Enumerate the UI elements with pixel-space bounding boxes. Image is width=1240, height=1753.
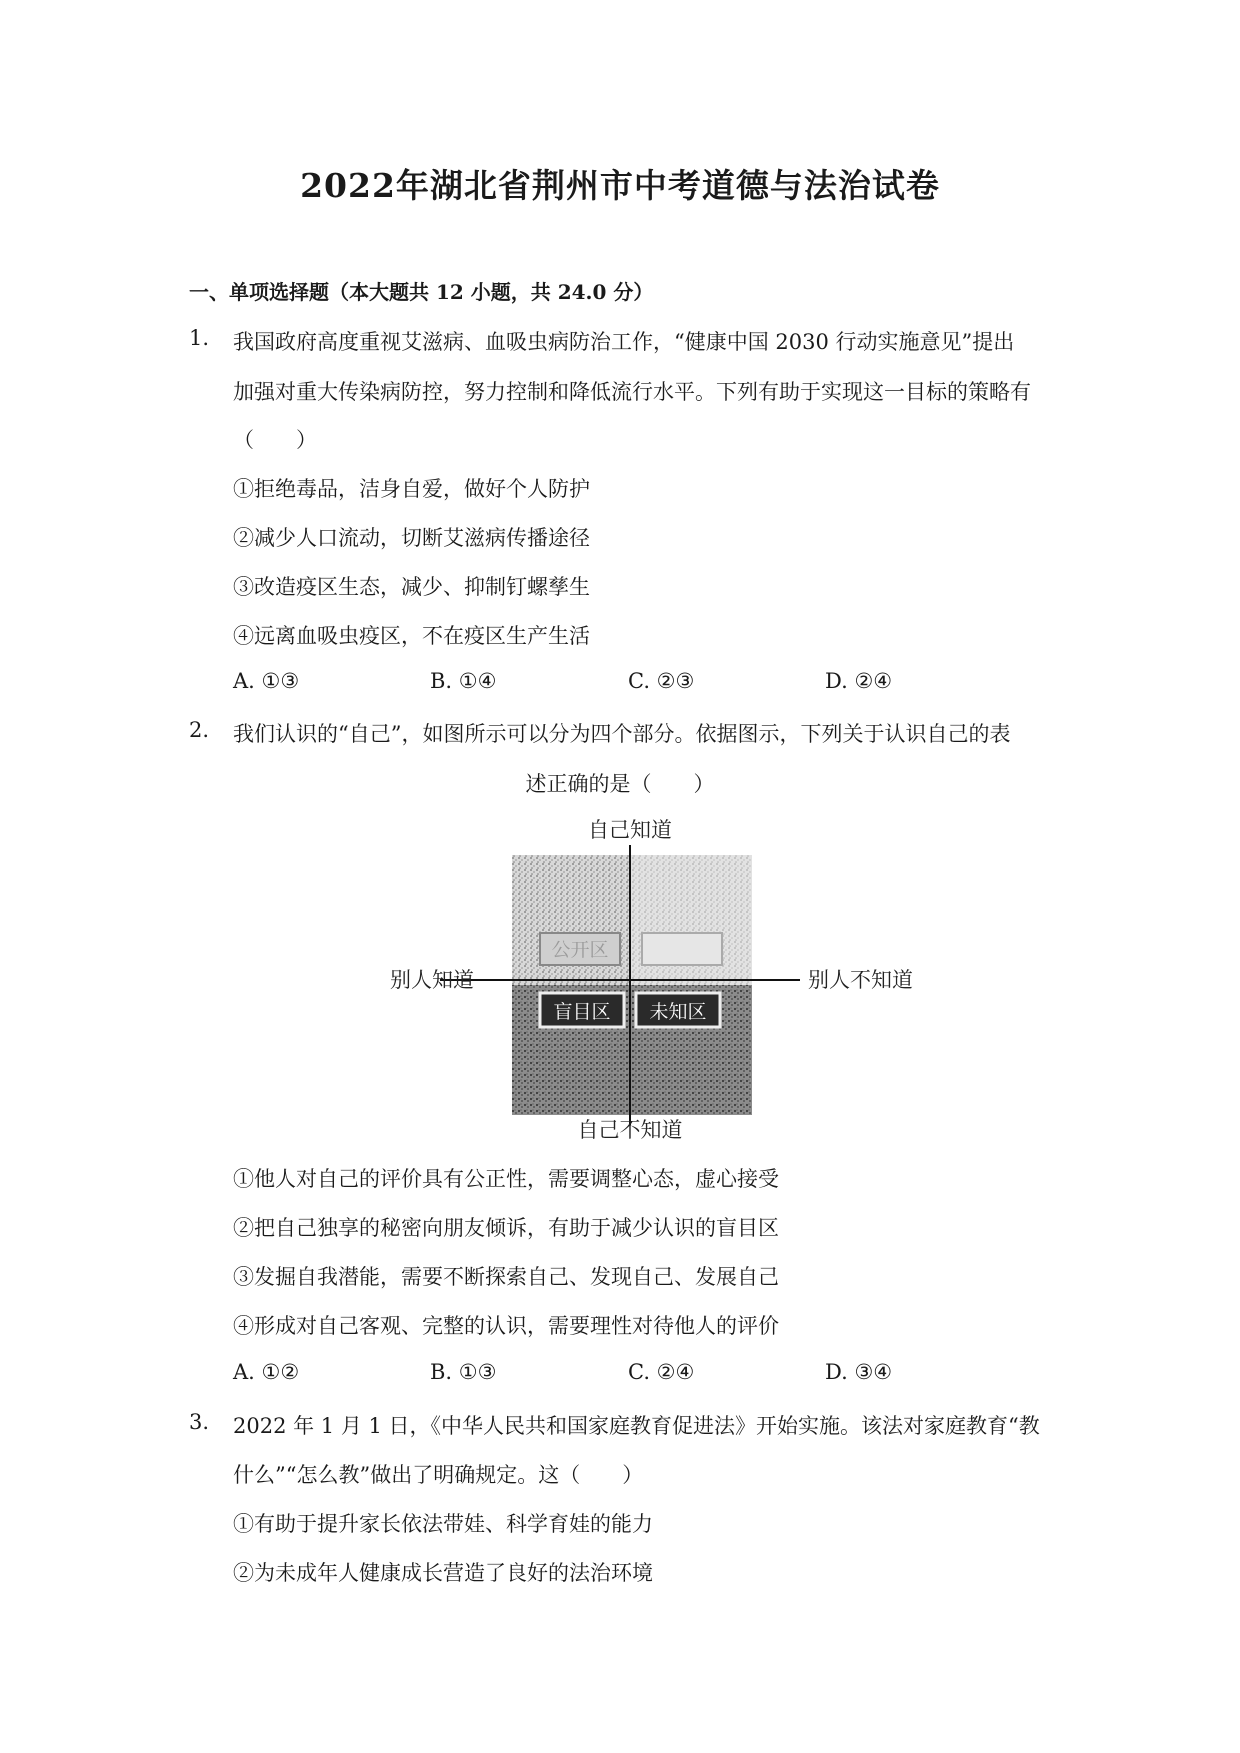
axis-label-top: 自己知道 [588, 818, 672, 842]
answer-option-c: C. ②③ [628, 669, 695, 693]
section-heading: 一、单项选择题（本大题共 12 小题，共 24.0 分） [189, 280, 654, 304]
question-stem-line: （ ） [233, 428, 317, 452]
answer-option-d: D. ③④ [825, 1360, 893, 1384]
question-stem-line: 我国政府高度重视艾滋病、血吸虫病防治工作，“健康中国 2030 行动实施意见”提出 [233, 330, 1015, 354]
answer-option-c: C. ②④ [628, 1360, 695, 1384]
statement-item: ②减少人口流动，切断艾滋病传播途径 [233, 526, 590, 550]
axis-label-right: 别人不知道 [808, 968, 913, 992]
box-blind-label: 盲目区 [553, 1001, 611, 1023]
page-title: 2022年湖北省荆州市中考道德与法治试卷 [300, 166, 940, 205]
question-stem-line: 2022 年 1 月 1 日，《中华人民共和国家庭教育促进法》开始实施。该法对家庭教育“教 [233, 1414, 1040, 1438]
answer-option-d: D. ②④ [825, 669, 893, 693]
statement-item: ②把自己独享的秘密向朋友倾诉，有助于减少认识的盲目区 [233, 1216, 779, 1240]
axis-label-left: 别人知道 [390, 968, 474, 992]
question-number: 2. [189, 718, 210, 742]
axis-label-bottom: 自己不知道 [577, 1118, 683, 1142]
statement-item: ④远离血吸虫疫区，不在疫区生产生活 [233, 624, 590, 648]
statement-item: ②为未成年人健康成长营造了良好的法治环境 [233, 1561, 653, 1585]
answer-option-b: B. ①③ [430, 1360, 497, 1384]
statement-item: ④形成对自己客观、完整的认识，需要理性对待他人的评价 [233, 1314, 779, 1338]
box-unknown-label: 未知区 [649, 1001, 707, 1023]
question-stem-line: 加强对重大传染病防控，努力控制和降低流行水平。下列有助于实现这一目标的策略有 [233, 380, 1031, 404]
statement-item: ①拒绝毒品，洁身自爱，做好个人防护 [233, 477, 590, 501]
statement-item: ①他人对自己的评价具有公正性，需要调整心态，虚心接受 [233, 1167, 779, 1191]
answer-option-b: B. ①④ [430, 669, 497, 693]
answer-option-a: A. ①③ [233, 669, 300, 693]
johari-window-figure [380, 815, 913, 1145]
box-open-label: 公开区 [551, 939, 609, 961]
question-number: 1. [189, 326, 210, 350]
statement-item: ①有助于提升家长依法带娃、科学育娃的能力 [233, 1512, 653, 1536]
question-stem-line: 什么”“怎么教”做出了明确规定。这（ ） [233, 1463, 644, 1487]
question-stem-line: 我们认识的“自己”，如图所示可以分为四个部分。依据图示，下列关于认识自己的表 [233, 722, 1011, 746]
statement-item: ③发掘自我潜能，需要不断探索自己、发现自己、发展自己 [233, 1265, 779, 1289]
answer-option-a: A. ①② [233, 1360, 300, 1384]
question-stem-line: 述正确的是（ ） [525, 772, 715, 796]
box-hidden-area [642, 933, 722, 965]
statement-item: ③改造疫区生态，减少、抑制钉螺孳生 [233, 575, 590, 599]
question-number: 3. [189, 1410, 210, 1434]
